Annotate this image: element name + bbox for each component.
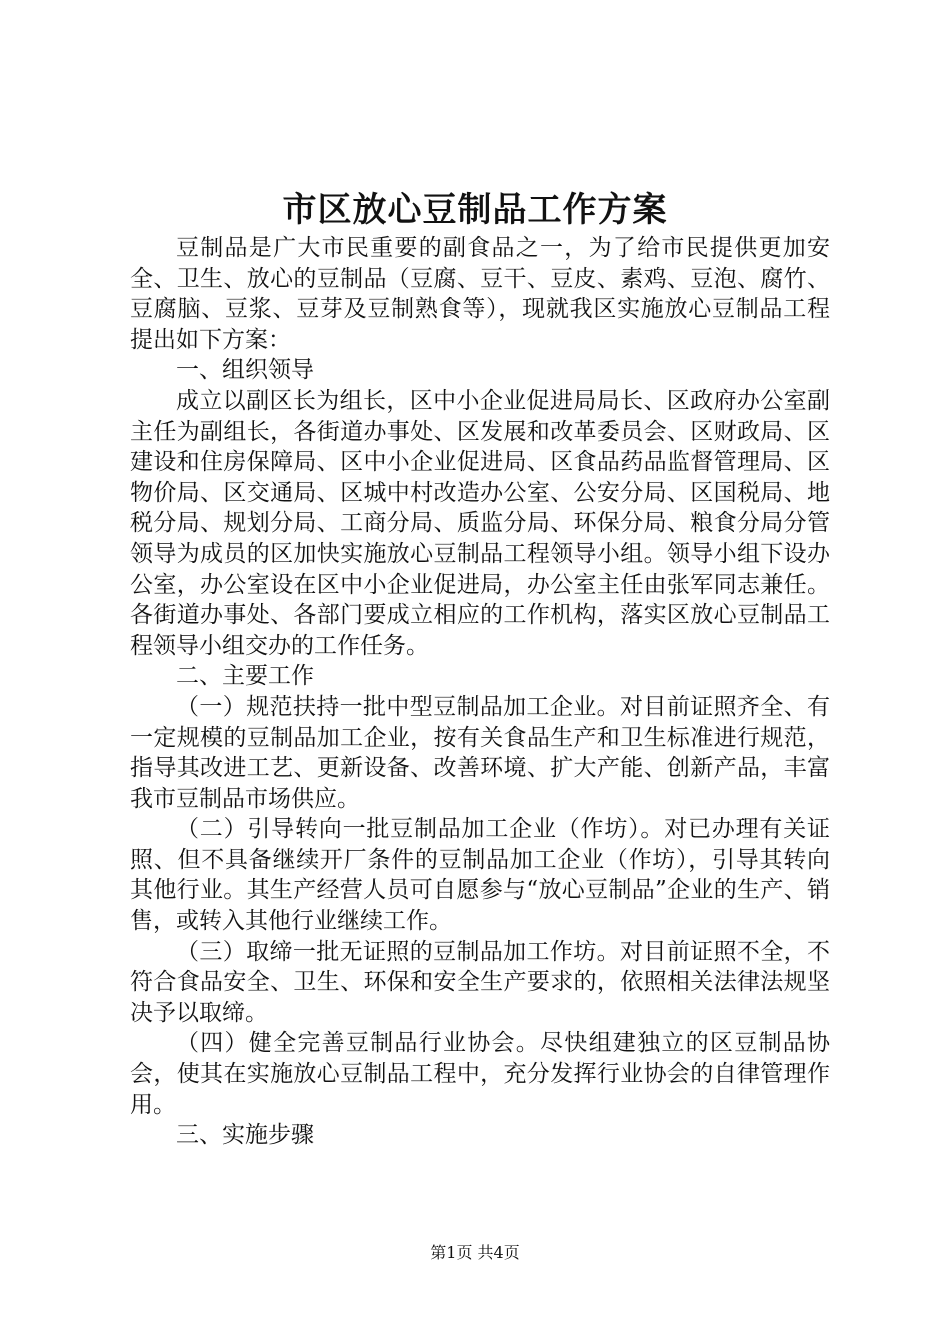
section-heading-organization: 一、组织领导 [176,357,314,384]
work-item-4: （四）健全完善豆制品行业协会。尽快组建独立的区豆制品协会，使其在实施放心豆制品工程中，充分发挥行业协会的自律管理作用。 [130,1030,830,1118]
document-body [130,233,830,1151]
organization-paragraph: 成立以副区长为组长，区中小企业促进局局长、区政府办公室副主任为副组长，各街道办事处、区发展和改革委员会、区财政局、区建设和住房保障局、区中小企业促进局、区食品药品监督管理局、区物价局、区交通局、区城中村改造办公室、公安分局、区国税局、地税分局、规划分局、工商分局、质监分局、环保分局、粮食分局分管领导为成员的区加快实施放心豆制品工程领导小组。领导小组下设办公室，办公室设在区中小企业促进局，办公室主任由张军同志兼任。各街道办事处、各部门要成立相应的工作机构，落实区放心豆制品工程领导小组交办的工作任务。 [130,387,830,659]
work-item-3: （三）取缔一批无证照的豆制品加工作坊。对目前证照不全，不符合食品安全、卫生、环保和安全生产要求的，依照相关法律法规坚决予以取缔。 [130,938,830,1026]
intro-paragraph: 豆制品是广大市民重要的副食品之一，为了给市民提供更加安全、卫生、放心的豆制品（豆腐、豆干、豆皮、素鸡、豆泡、腐竹、豆腐脑、豆浆、豆芽及豆制熟食等），现就我区实施放心豆制品工程提出如下方案： [130,235,830,353]
section-heading-steps: 三、实施步骤 [176,1122,314,1149]
work-item-2: （二）引导转向一批豆制品加工企业（作坊）。对已办理有关证照、但不具备继续开厂条件的豆制品加工企业（作坊），引导其转向其他行业。其生产经营人员可自愿参与“放心豆制品”企业的生产、销售，或转入其他行业继续工作。 [130,816,830,935]
section-heading-main-work: 二、主要工作 [176,663,314,690]
work-item-1: （一）规范扶持一批中型豆制品加工企业。对目前证照齐全、有一定规模的豆制品加工企业，按有关食品生产和卫生标准进行规范，指导其改进工艺、更新设备、改善环境、扩大产能、创新产品，丰富我市豆制品市场供应。 [130,693,830,812]
document-title: 市区放心豆制品工作方案 [282,190,668,230]
page-indicator: 第1页 共4页 [430,1243,520,1262]
